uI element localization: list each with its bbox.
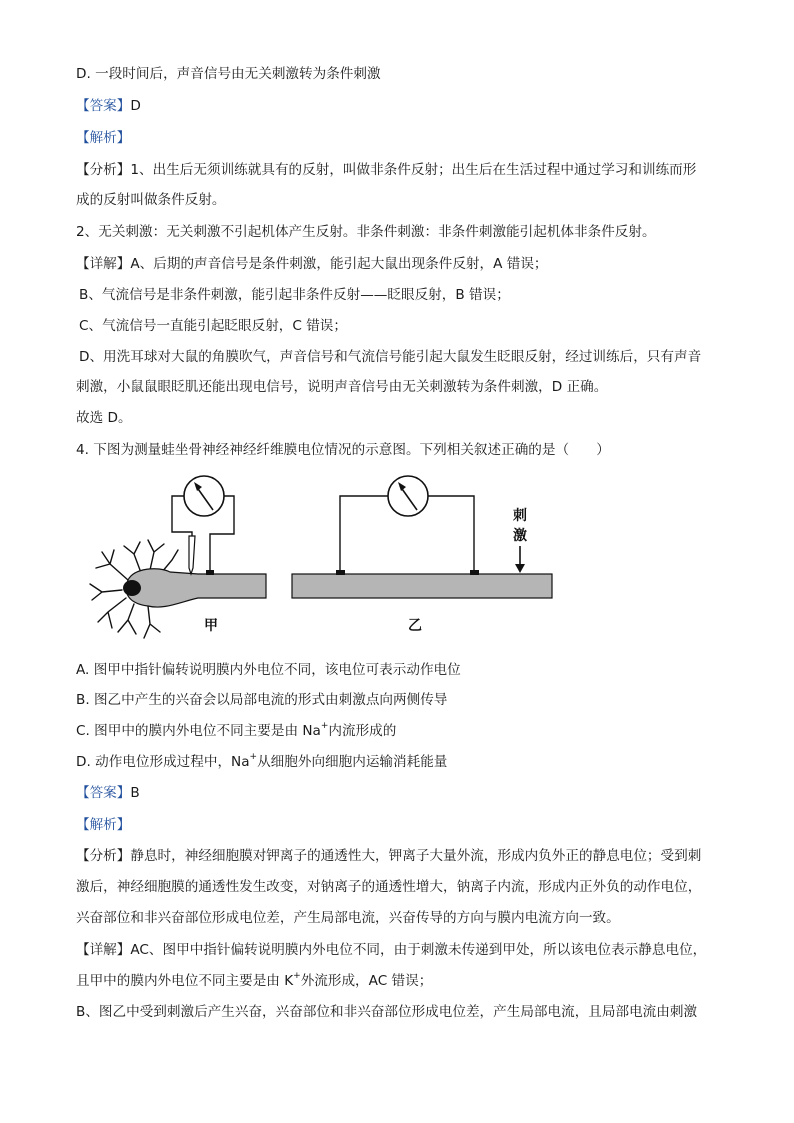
q3-answer-line [76, 96, 726, 116]
figure-label-jia: 甲 [204, 618, 218, 634]
q4-fenxi-line-2: 激后，神经细胞膜的通透性发生改变，对钠离子的通透性增大，钠离子内流，形成内正外负的动作电位， [76, 879, 702, 895]
q4-stem: 4. 下图为测量蛙坐骨神经神经纤维膜电位情况的示意图。下列相关叙述正确的是（ ） [76, 442, 610, 458]
nerve-fiber-b [292, 574, 552, 598]
q4-answer-line [76, 783, 726, 803]
q4-fenxi-line-3: 兴奋部位和非兴奋部位形成电位差，产生局部电流，兴奋传导的方向与膜内电流方向一致。 [76, 910, 620, 926]
figure-label-yi: 乙 [408, 618, 422, 634]
xiangjie-tag: 【详解】 [76, 942, 131, 958]
q4-answer: B [130, 785, 140, 801]
q3-xiangjie-d2: 刺激，小鼠鼠眼眨肌还能出现电信号，说明声音信号由无关刺激转为条件刺激，D 正确。 [76, 379, 608, 395]
q3-answer: D [130, 98, 141, 114]
q4-option-b: B. 图乙中产生的兴奋会以局部电流的形式由刺激点向两侧传导 [76, 692, 448, 708]
q3-point-2: 2、无关刺激：无关刺激不引起机体产生反射。非条件刺激：非条件刺激能引起机体非条件反射。 [76, 224, 656, 240]
q4-xj-ac2-text: 且甲中的膜内外电位不同主要是由 K [76, 973, 294, 989]
q4-option-c [76, 721, 726, 741]
q3-fenxi-line-1 [76, 160, 726, 180]
q3-xiangjie-b: B、气流信号是非条件刺激，能引起非条件反射——眨眼反射，B 错误； [79, 287, 510, 303]
answer-tag: 【答案】 [76, 98, 131, 114]
stimulus-arrow-head [515, 564, 525, 573]
nerve-membrane-potential-figure [88, 472, 568, 656]
neuron-cell-body [126, 569, 266, 607]
q4-opt-c-text-end: 内流形成的 [328, 723, 397, 739]
q4-option-d [76, 752, 726, 772]
q4-xiangjie-ac1 [76, 940, 726, 960]
answer-tag: 【答案】 [76, 785, 131, 801]
q4-opt-d-text-end: 从细胞外向细胞内运输消耗能量 [257, 754, 448, 770]
fenxi-tag: 【分析】 [76, 848, 131, 864]
q3-fenxi-text-1: 1、出生后无须训练就具有的反射，叫做非条件反射；出生后在生活过程中通过学习和训练而形 [130, 162, 697, 178]
surface-electrode-b2 [470, 570, 479, 575]
q3-xiangjie-c: C、气流信号一直能引起眨眼反射，C 错误； [79, 318, 347, 334]
q3-fenxi-line-2: 成的反射叫做条件反射。 [76, 192, 226, 208]
neuron-nucleus [123, 580, 141, 596]
superscript-plus: + [249, 752, 258, 763]
q3-xj-a-text: A、后期的声音信号是条件刺激，能引起大鼠出现条件反射，A 错误； [130, 256, 548, 272]
q3-xiangjie-d1: D、用洗耳球对大鼠的角膜吹气，声音信号和气流信号能引起大鼠发生眨眼反射，经过训练后，只有声音 [79, 349, 702, 365]
xiangjie-tag: 【详解】 [76, 256, 131, 272]
q4-xj-ac2-text-end: 外流形成，AC 错误； [300, 973, 433, 989]
stimulus-label-1: 刺 [513, 508, 527, 524]
prev-option-d: D. 一段时间后，声音信号由无关刺激转为条件刺激 [76, 66, 381, 82]
microelectrode [189, 536, 195, 574]
q4-xj-ac1-text: AC、图甲中指针偏转说明膜内外电位不同，由于刺激未传递到甲处，所以该电位表示静息电位， [130, 942, 707, 958]
q4-fenxi-text-1: 静息时，神经细胞膜对钾离子的通透性大，钾离子大量外流，形成内负外正的静息电位；受到刺 [130, 848, 702, 864]
superscript-plus: + [293, 971, 301, 982]
q3-xiangjie-a [76, 254, 726, 274]
surface-electrode-b1 [336, 570, 345, 575]
superscript-plus: + [320, 721, 329, 732]
q4-xiangjie-ac2 [76, 971, 726, 991]
q4-opt-d-text: D. 动作电位形成过程中，Na [76, 754, 250, 770]
q3-analysis-tag: 【解析】 [76, 130, 131, 146]
q3-conclusion: 故选 D。 [76, 410, 132, 426]
stimulus-label-2: 激 [513, 528, 527, 544]
q4-fenxi-line-1 [76, 846, 726, 866]
fenxi-tag: 【分析】 [76, 162, 131, 178]
surface-electrode-a [206, 570, 214, 575]
q4-opt-c-text: C. 图甲中的膜内外电位不同主要是由 Na [76, 723, 321, 739]
q4-option-a: A. 图甲中指针偏转说明膜内外电位不同，该电位可表示动作电位 [76, 662, 461, 678]
q4-xiangjie-b1: B、图乙中受到刺激后产生兴奋，兴奋部位和非兴奋部位形成电位差，产生局部电流，且局部电流由刺激 [76, 1004, 698, 1020]
q4-analysis-tag: 【解析】 [76, 817, 131, 833]
